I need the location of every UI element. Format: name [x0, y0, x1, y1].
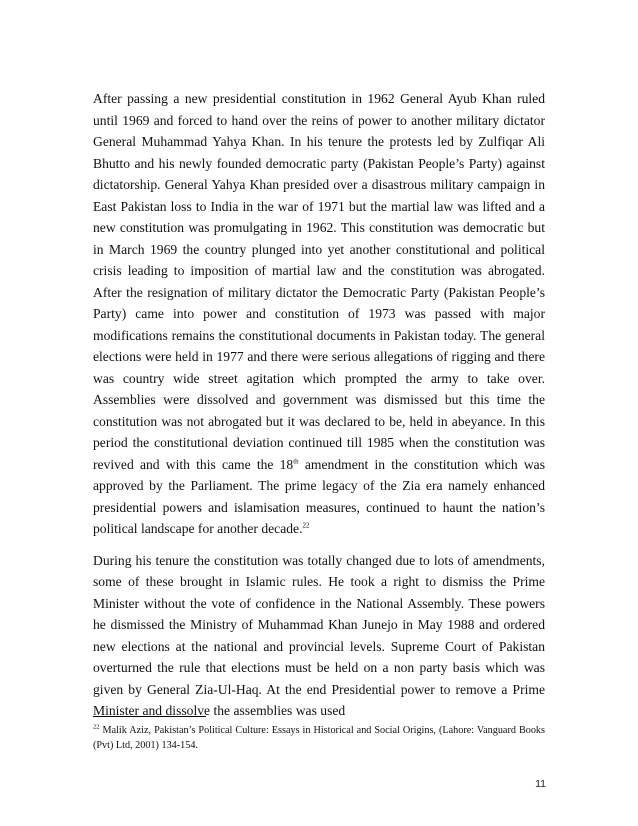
- footnote-marker: 22: [93, 723, 100, 731]
- page-number: 11: [535, 778, 546, 790]
- footnote-separator: [93, 716, 206, 717]
- footnote: [93, 723, 545, 753]
- footnote-text: Malik Aziz, Pakistan’s Political Culture: Essays in Historical and Social Origins, (Lahore: Vanguard Books (Pvt) Ltd, 2001) 134-154.: [93, 725, 545, 751]
- body-text: [93, 88, 545, 732]
- paragraph-2-text: During his tenure the constitution was totally changed due to lots of amendments, some of these brought in Islamic rules. He took a right to dismiss the Prime Minister without the vote of confidence in the National Assembly. These powers he dismissed the Ministry of Muhammad Khan Junejo in May 1988 and ordered new elections at the national and provincial levels. Supreme Court of Pakistan overturned the rule that elections must be held on a non party basis which was given by General Zia-Ul-Haq. At the end Presidential power to remove a Prime Minister and dissolve the assemblies was used: [93, 552, 545, 718]
- footnote-reference[interactable]: 22: [302, 521, 310, 530]
- ordinal-suffix: th: [293, 456, 299, 465]
- paragraph-1-text-b: amendment in the constitution which was approved by the Parliament. The prime legacy of the Zia era namely enhanced presidential powers and islamisation measures, continued to haunt the nation’s political landscape for another decade.: [93, 456, 545, 536]
- paragraph-1-text-a: After passing a new presidential constitution in 1962 General Ayub Khan ruled until 1969 and forced to hand over the reins of power to another military dictator General Muhammad Yahya Khan. In his tenure the protests led by Zulfiqar Ali Bhutto and his newly founded democratic party (Pakistan People’s Party) against dictatorship. General Yahya Khan presided over a disastrous military campaign in East Pakistan loss to India in the war of 1971 but the martial law was lifted and a new constitution was promulgating in 1962. This constitution was democratic but in March 1969 the country plunged into yet another constitutional and political crisis leading to imposition of martial law and the constitution was abrogated. After the resignation of military dictator the Democratic Party (Pakistan People’s Party) came into power and constitution of 1973 was passed with major modifications remains the constitutional documents in Pakistan today. The general elections were held in 1977 and there were serious allegations of rigging and there was country wide street agitation which prompted the army to take over. Assemblies were dissolved and government was dismissed but this time the constitution was not abrogated but it was declared to be, held in abeyance. In this period the constitutional deviation continued till 1985 when the constitution was revived and with this came the 18: [93, 91, 545, 472]
- paragraph-1: [93, 88, 545, 540]
- paragraph-2: [93, 550, 545, 722]
